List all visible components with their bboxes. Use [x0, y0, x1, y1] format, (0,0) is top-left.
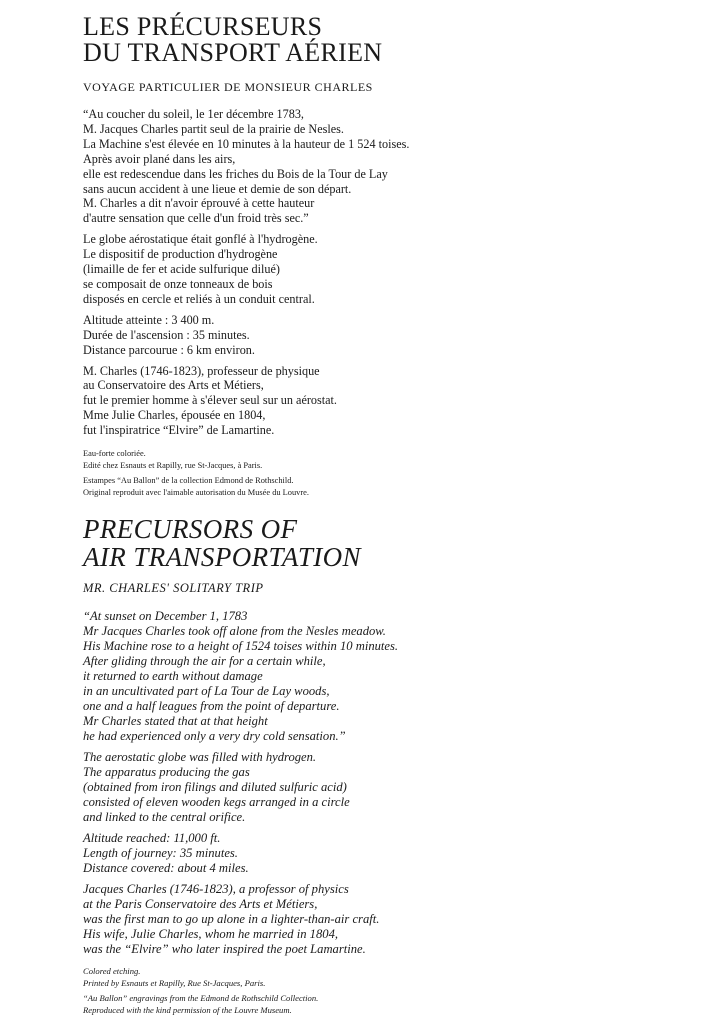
french-title	[83, 14, 683, 66]
text-line: Altitude reached: 11,000 ft.	[83, 831, 221, 845]
text-line: “Au coucher du soleil, le 1er décembre 1783,	[83, 107, 304, 121]
french-paragraph	[83, 313, 683, 358]
credit-line: Reproduced with the kind permission of the Louvre Museum.	[83, 1005, 292, 1015]
english-paragraph	[83, 609, 683, 744]
text-line: se composait de onze tonneaux de bois	[83, 276, 273, 291]
credit-line: Printed by Esnauts et Rapilly, Rue St-Jacques, Paris.	[83, 978, 266, 988]
text-line: fut le premier homme à s'élever seul sur un aérostat.	[83, 393, 337, 408]
text-line: consisted of eleven wooden kegs arranged in a circle	[83, 795, 350, 809]
english-paragraph	[83, 882, 683, 957]
english-title	[83, 515, 683, 571]
text-line: “At sunset on December 1, 1783	[83, 609, 248, 623]
text-line: Le globe aérostatique était gonflé à l'hydrogène.	[83, 232, 318, 247]
credit-line: Colored etching.	[83, 966, 141, 976]
text-line: Après avoir plané dans les airs,	[83, 151, 236, 166]
text-line: Mr Jacques Charles took off alone from the Nesles meadow.	[83, 624, 386, 638]
text-line: elle est redescendue dans les friches du Bois de la Tour de Lay	[83, 166, 388, 181]
french-section	[83, 14, 683, 498]
text-line: Mr Charles stated that at that height	[83, 714, 268, 728]
french-subtitle: VOYAGE PARTICULIER DE MONSIEUR CHARLES	[83, 80, 373, 94]
text-line: it returned to earth without damage	[83, 669, 263, 683]
text-line: fut l'inspiratrice “Elvire” de Lamartine.	[83, 423, 275, 438]
english-credits	[83, 965, 683, 1016]
english-section	[83, 515, 683, 1016]
text-line: was the “Elvire” who later inspired the poet Lamartine.	[83, 942, 366, 956]
english-paragraph	[83, 750, 683, 825]
english-title-line: PRECURSORS OF	[83, 514, 298, 544]
text-line: and linked to the central orifice.	[83, 810, 246, 824]
text-line: one and a half leagues from the point of departure.	[83, 699, 340, 713]
french-title-line: DU TRANSPORT AÉRIEN	[83, 38, 383, 67]
text-line: Mme Julie Charles, épousée en 1804,	[83, 408, 266, 423]
text-line: His Machine rose to a height of 1524 toises within 10 minutes.	[83, 639, 399, 653]
credit-line: Estampes “Au Ballon” de la collection Edmond de Rothschild.	[83, 476, 294, 486]
text-line: The aerostatic globe was filled with hydrogen.	[83, 750, 317, 764]
credit-line: Original reproduit avec l'aimable autorisation du Musée du Louvre.	[83, 487, 309, 497]
text-line: was the first man to go up alone in a lighter-than-air craft.	[83, 912, 380, 926]
text-line: (limaille de fer et acide sulfurique dilué)	[83, 262, 280, 277]
credit-line: “Au Ballon” engravings from the Edmond de Rothschild Collection.	[83, 993, 319, 1003]
english-body	[83, 609, 683, 957]
text-line: M. Charles a dit n'avoir éprouvé à cette hauteur	[83, 196, 315, 211]
text-line: After gliding through the air for a certain while,	[83, 654, 326, 668]
text-line: The apparatus producing the gas	[83, 765, 250, 779]
text-line: His wife, Julie Charles, whom he married in 1804,	[83, 927, 339, 941]
french-body	[83, 107, 683, 438]
text-line: au Conservatoire des Arts et Métiers,	[83, 378, 264, 393]
text-line: M. Jacques Charles partit seul de la prairie de Nesles.	[83, 121, 344, 136]
french-paragraph	[83, 107, 683, 226]
text-line: Distance parcourue : 6 km environ.	[83, 342, 255, 357]
text-line: La Machine s'est élevée en 10 minutes à la hauteur de 1 524 toises.	[83, 136, 410, 151]
text-line: Jacques Charles (1746-1823), a professor of physics	[83, 882, 349, 896]
credit-line: Edité chez Esnauts et Rapilly, rue St-Jacques, à Paris.	[83, 460, 263, 470]
english-subtitle: MR. CHARLES' SOLITARY TRIP	[83, 581, 264, 595]
text-line: M. Charles (1746-1823), professeur de physique	[83, 363, 320, 378]
text-line: (obtained from iron filings and diluted sulfuric acid)	[83, 780, 347, 794]
french-paragraph	[83, 364, 683, 439]
text-line: Distance covered: about 4 miles.	[83, 861, 249, 875]
french-credits	[83, 448, 683, 498]
text-line: at the Paris Conservatoire des Arts et Métiers,	[83, 897, 318, 911]
english-paragraph	[83, 831, 683, 876]
french-title-line: LES PRÉCURSEURS	[83, 12, 323, 41]
text-line: sans aucun accident à une lieue et demie de son départ.	[83, 181, 352, 196]
text-line: he had experienced only a very dry cold sensation.”	[83, 729, 346, 743]
text-line: Durée de l'ascension : 35 minutes.	[83, 327, 250, 342]
credit-line: Eau-forte coloriée.	[83, 449, 146, 459]
text-line: Le dispositif de production d'hydrogène	[83, 247, 278, 262]
text-line: Altitude atteinte : 3 400 m.	[83, 312, 215, 327]
english-title-line: AIR TRANSPORTATION	[83, 542, 361, 572]
text-line: disposés en cercle et reliés à un conduit central.	[83, 291, 315, 306]
french-paragraph	[83, 232, 683, 307]
text-line: in an uncultivated part of La Tour de Lay woods,	[83, 684, 330, 698]
text-line: d'autre sensation que celle d'un froid très sec.”	[83, 211, 309, 226]
text-line: Length of journey: 35 minutes.	[83, 846, 238, 860]
